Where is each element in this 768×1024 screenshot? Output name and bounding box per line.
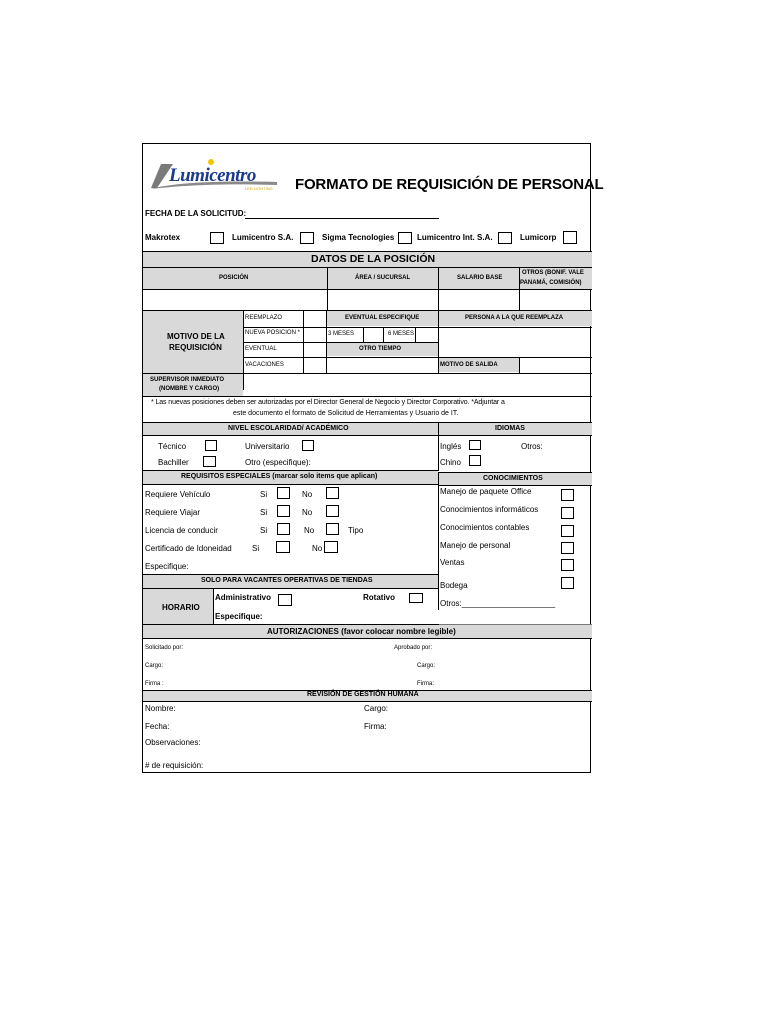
horario-label: HORARIO [162,603,200,612]
requisito-si-checkbox[interactable] [277,487,290,499]
conocimiento-checkbox[interactable] [561,525,574,537]
bachiller-label: Bachiller [158,458,189,467]
fecha-revision-label: Fecha: [145,722,170,731]
universitario-label: Universitario [245,442,290,451]
motivo-check-cell[interactable] [304,311,325,326]
conocimientos-title: CONOCIMIENTOS [483,475,543,482]
requisito-si-checkbox[interactable] [276,541,290,553]
supervisor-label: SUPERVISOR INMEDIATO [150,377,225,383]
rotativo-checkbox[interactable] [409,593,423,603]
form-title: FORMATO DE REQUISICIÓN DE PERSONAL [295,176,604,193]
conocimiento-label: Bodega [440,581,468,590]
requisito-si-checkbox[interactable] [277,523,290,535]
conocimiento-checkbox[interactable] [561,542,574,554]
tres-meses-label: 3 MESES [328,331,355,337]
supervisor-input[interactable] [244,374,591,396]
conocimiento-label: Manejo de paquete Office [440,487,532,496]
motivo-option: VACACIONES [245,362,284,368]
fecha-line[interactable] [245,218,439,219]
revision-cargo-label: Cargo: [364,704,389,713]
motivo-label: MOTIVO DE LA [167,332,225,341]
firma-left-label: Firma : [145,681,164,687]
tecnico-label: Técnico [158,442,187,451]
fecha-label: FECHA DE LA SOLICITUD: [145,209,247,218]
revision-title: REVISIÓN DE GESTIÓN HUMANA [307,691,419,698]
administrativo-checkbox[interactable] [278,594,292,606]
idiomas-title: IDIOMAS [495,425,525,432]
rotativo-label: Rotativo [363,593,395,602]
firma-right-label: Firma: [417,681,434,687]
otros-idiomas-label: Otros: [521,442,543,451]
seis-meses-label: 6 MESES [388,331,415,337]
supervisor-label: (NOMBRE Y CARGO) [159,386,220,392]
tecnico-checkbox[interactable] [205,440,217,451]
conocimiento-label: Conocimientos contables [440,523,530,532]
requisito-label: Requiere Vehículo [145,490,211,499]
note-line: * Las nuevas posiciones deben ser autorizadas por el Director General de Negocio y Director Corporativo. *Adjuntar a [151,399,505,406]
company-label: Lumicentro S.A. [232,233,294,242]
nivel-title: NIVEL ESCOLARIDAD/ ACADÉMICO [228,425,349,432]
tipo-label: Tipo [348,526,364,535]
especifique-horario-label: Especifique: [215,612,263,621]
eventual-especifique-label: EVENTUAL ESPECIFIQUE [345,315,420,321]
company-checkbox[interactable] [498,232,512,244]
motivo-check-cell[interactable] [304,343,325,356]
cargo-left-label: Cargo: [145,663,164,669]
conocimiento-label: Manejo de personal [440,541,511,550]
conocimiento-checkbox[interactable] [561,507,574,519]
company-label: Lumicentro Int. S.A. [417,233,493,242]
si-label: Si [260,508,268,517]
revision-firma-label: Firma: [364,722,387,731]
otro-tiempo-input[interactable] [327,358,437,372]
area-input[interactable] [328,290,437,309]
company-label: Sigma Tecnologies [322,233,395,242]
cargo-right-label: Cargo: [417,663,436,669]
bachiller-checkbox[interactable] [203,456,216,467]
nombre-label: Nombre: [145,704,176,713]
company-checkbox[interactable] [398,232,412,244]
conocimiento-label: Ventas [440,558,465,567]
conocimiento-label: Conocimientos informáticos [440,505,539,514]
requisicion-number-label: # de requisición: [145,761,204,770]
no-label: No [302,508,313,517]
universitario-checkbox[interactable] [302,440,314,451]
motivo-option: EVENTUAL [245,346,277,352]
tres-meses-cell[interactable] [364,328,382,341]
requisito-si-checkbox[interactable] [277,505,290,517]
note-line: este documento el formato de Solicitud de Herramientas y Usuario de IT. [233,410,459,417]
motivo-check-cell[interactable] [304,328,325,341]
salario-input[interactable] [439,290,518,309]
no-label: No [304,526,315,535]
logo-tagline: LED LIGHTING [245,186,273,191]
col-salario: SALARIO BASE [457,275,503,281]
ingles-label: Inglés [440,442,462,451]
requisito-label: Certificado de Idoneidad [145,544,232,553]
autorizaciones-title: AUTORIZACIONES (favor colocar nombre legible) [267,627,456,636]
company-checkbox[interactable] [210,232,224,244]
conocimiento-checkbox[interactable] [561,489,574,501]
requisito-label: Requiere Viajar [145,508,200,517]
no-label: No [312,544,323,553]
otros-conocimientos-label: Otros:_____________________ [440,599,556,608]
ingles-checkbox[interactable] [469,440,481,450]
col-posicion: POSICIÓN [219,275,249,281]
persona-reemplaza-input[interactable] [439,328,591,356]
requisito-no-checkbox[interactable] [324,541,338,553]
company-label: Makrotex [145,233,181,242]
administrativo-label: Administrativo [215,593,272,602]
si-label: Si [260,526,268,535]
col-area: ÁREA / SUCURSAL [355,275,411,281]
col-otros: PANAMÁ, COMISIÓN) [520,280,582,286]
posicion-input[interactable] [144,290,326,309]
company-checkbox[interactable] [563,231,577,244]
especifique-label: Especifique: [145,562,189,571]
otros-input[interactable] [520,290,591,309]
persona-reemplaza-label: PERSONA A LA QUE REEMPLAZA [465,315,564,321]
otro-tiempo-label: OTRO TIEMPO [359,346,401,352]
motivo-check-cell[interactable] [304,358,325,372]
chino-checkbox[interactable] [469,455,481,466]
requisito-no-checkbox[interactable] [326,523,339,535]
requisitos-title: REQUISITOS ESPECIALES (marcar solo items que aplican) [181,473,378,480]
aprobado-label: Aprobado por: [394,645,433,651]
conocimiento-checkbox[interactable] [561,559,574,571]
company-checkbox[interactable] [300,232,314,244]
motivo-salida-input[interactable] [520,358,591,372]
conocimiento-checkbox[interactable] [561,577,574,589]
motivo-option: NUEVA POSICION * [245,330,300,336]
logo-text: Lumicentro [169,165,256,186]
observaciones-label: Observaciones: [145,738,201,747]
chino-label: Chino [440,458,461,467]
company-label: Lumicorp [520,233,557,242]
no-label: No [302,490,313,499]
col-otros: OTROS (BONIF. VALE [522,270,584,276]
requisition-form [142,143,604,773]
si-label: Si [252,544,260,553]
otro-label: Otro (especifique): [245,458,311,467]
datos-title: DATOS DE LA POSICIÓN [311,253,436,265]
si-label: Si [260,490,268,499]
requisito-label: Licencia de conducir [145,526,218,535]
requisito-no-checkbox[interactable] [326,505,339,517]
motivo-option: REEMPLAZO [245,315,283,321]
motivo-label: REQUISICIÓN [169,343,222,352]
vacantes-title: SOLO PARA VACANTES OPERATIVAS DE TIENDAS [201,577,373,584]
motivo-salida-label: MOTIVO DE SALIDA [440,362,498,368]
seis-meses-cell[interactable] [416,328,437,341]
requisito-no-checkbox[interactable] [326,487,339,499]
solicitado-label: Solicitado por: [145,645,184,651]
lumicentro-logo [147,156,282,192]
